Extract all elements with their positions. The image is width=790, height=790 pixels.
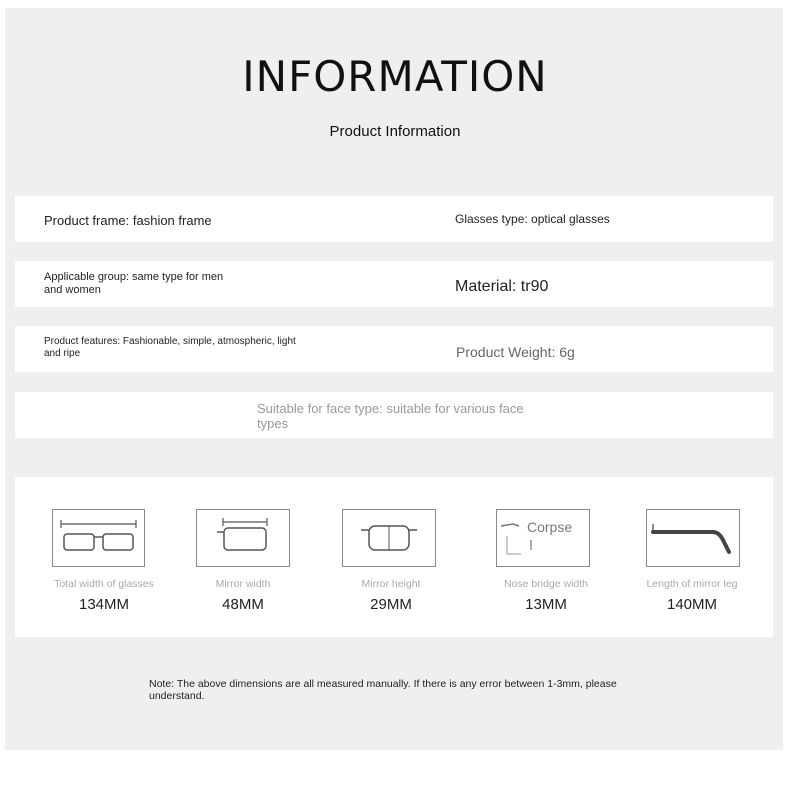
spec-glasses-type: Glasses type: optical glasses <box>455 212 610 226</box>
dimension-value: 13MM <box>525 596 567 613</box>
spec-frame: Product frame: fashion frame <box>44 213 212 228</box>
spec-group: Applicable group: same type for men and women <box>44 271 224 296</box>
spec-row-2 <box>15 261 773 307</box>
spec-row-4 <box>15 392 773 438</box>
page-subtitle: Product Information <box>329 123 461 140</box>
glasses-front-icon <box>52 509 145 567</box>
dimension-label: Mirror width <box>215 578 271 590</box>
page-title: INFORMATION <box>242 52 548 101</box>
lens-width-icon <box>196 509 290 567</box>
dimension-label: Length of mirror leg <box>646 578 738 590</box>
dimension-label: Nose bridge width <box>503 578 589 590</box>
dimension-item <box>476 477 616 637</box>
lens-height-icon <box>342 509 436 567</box>
spec-features: Product features: Fashionable, simple, atmospheric, light and ripe <box>44 336 296 359</box>
nose-bridge-icon-text: Corpse <box>527 519 573 535</box>
dimension-value: 140MM <box>666 596 718 613</box>
dimension-value: 48MM <box>222 596 264 613</box>
dimension-value: 134MM <box>78 596 130 613</box>
spec-row-3 <box>15 326 773 372</box>
background-panel <box>5 8 783 750</box>
note-text: Note: The above dimensions are all measured manually. If there is any error between 1-3mm, please understand. <box>149 678 617 703</box>
dimension-item <box>321 477 461 637</box>
nose-bridge-icon <box>496 509 590 567</box>
dimension-item <box>622 477 762 637</box>
spec-row-1 <box>15 196 773 242</box>
dimension-item <box>34 477 174 637</box>
dimension-item <box>173 477 313 637</box>
spec-material: Material: tr90 <box>455 278 549 295</box>
dimension-label: Total width of glasses <box>54 578 154 590</box>
dimensions-panel <box>15 477 773 637</box>
dimension-value: 29MM <box>370 596 412 613</box>
temple-arm-icon <box>646 509 740 567</box>
spec-weight: Product Weight: 6g <box>456 344 575 360</box>
spec-face-type: Suitable for face type: suitable for various face types <box>257 401 524 431</box>
dimension-label: Mirror height <box>361 578 421 590</box>
